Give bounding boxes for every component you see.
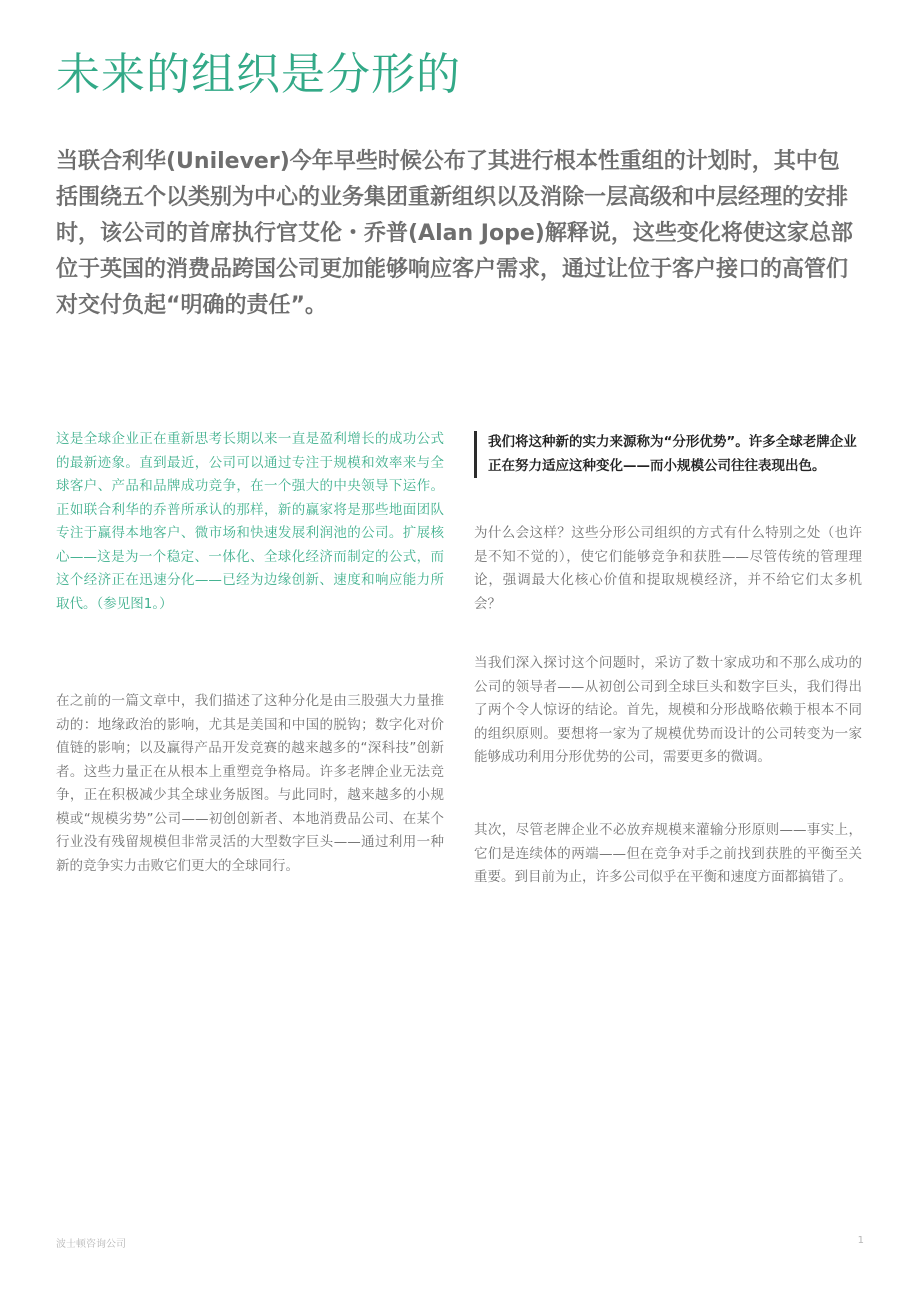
footer-source: 波士顿咨询公司 bbox=[56, 1239, 126, 1250]
right-paragraph-3: 其次，尽管老牌企业不必放弃规模来灌输分形原则——事实上，它们是连续体的两端——但在竞争对手之前找到获胜的平衡至关重要。到目前为止，许多公司似乎在平衡和速度方面都搞错了。 bbox=[474, 822, 862, 885]
lead-paragraph: 当联合利华(Unilever)今年早些时候公布了其进行根本性重组的计划时，其中包括围绕五个以类别为中心的业务集团重新组织以及消除一层高级和中层经理的安排时，该公司的首席执行官艾伦・乔普(Alan Jope)解释说，这些变化将使这家总部位于英国的消费品跨国公司更加能够响应客户需求，通过让位于客户接口的高管们对交付负起“明确的责任”。 bbox=[56, 149, 853, 318]
page-number: 1 bbox=[857, 1235, 864, 1246]
right-paragraph-2: 当我们深入探讨这个问题时，采访了数十家成功和不那么成功的公司的领导者——从初创公司到全球巨头和数字巨头，我们得出了两个令人惊讶的结论。首先，规模和分形战略依赖于根本不同的组织原则。要想将一家为了规模优势而设计的公司转变为一家能够成功利用分形优势的公司，需要更多的微调。 bbox=[474, 655, 862, 765]
left-paragraph-1: 这是全球企业正在重新思考长期以来一直是盈利增长的成功公式的最新迹象。直到最近，公司可以通过专注于规模和效率来与全球客户、产品和品牌成功竞争，在一个强大的中央领导下运作。正如联合利华的乔普所承认的那样，新的赢家将是那些地面团队专注于赢得本地客户、微市场和快速发展利润池的公司。扩展核心——这是为一个稳定、一体化、全球化经济而制定的公式，而这个经济正在迅速分化——已经为边缘创新、速度和响应能力所取代。（参见图1。） bbox=[56, 431, 444, 612]
article-title: 未来的组织是分形的 bbox=[56, 49, 461, 100]
right-paragraph-1: 为什么会这样？这些分形公司组织的方式有什么特别之处（也许是不知不觉的），使它们能够竞争和获胜——尽管传统的管理理论，强调最大化核心价值和提取规模经济，并不给它们太多机会？ bbox=[474, 525, 862, 612]
pull-quote-callout: 我们将这种新的实力来源称为“分形优势”。许多全球老牌企业正在努力适应这种变化——而小规模公司往往表现出色。 bbox=[474, 431, 860, 478]
left-paragraph-2: 在之前的一篇文章中，我们描述了这种分化是由三股强大力量推动的：地缘政治的影响，尤其是美国和中国的脱钩；数字化对价值链的影响；以及赢得产品开发竞赛的越来越多的“深科技”创新者。这些力量正在从根本上重塑竞争格局。许多老牌企业无法竞争，正在积极减少其全球业务版图。与此同时，越来越多的小规模或“规模劣势”公司——初创创新者、本地消费品公司、在某个行业没有残留规模但非常灵活的大型数字巨头——通过利用一种新的竞争实力击败它们更大的全球同行。 bbox=[56, 693, 444, 874]
